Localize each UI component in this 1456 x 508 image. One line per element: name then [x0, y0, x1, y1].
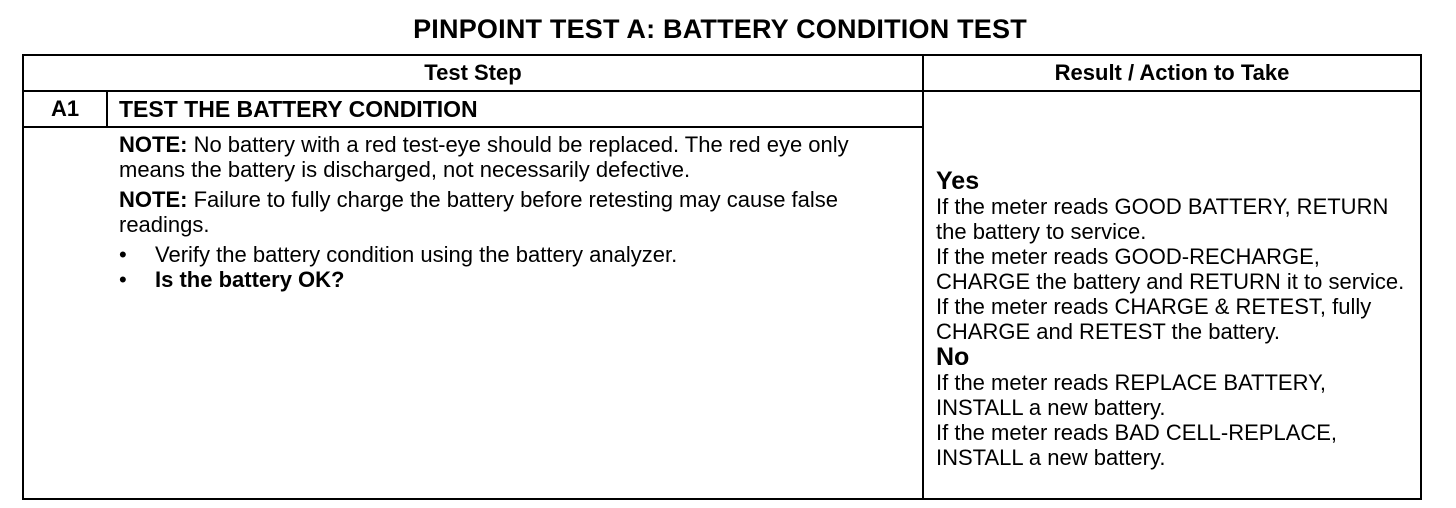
step-title: TEST THE BATTERY CONDITION — [119, 96, 478, 122]
no-label: No — [936, 343, 970, 371]
yes-label: Yes — [936, 167, 980, 195]
no-line: If the meter reads REPLACE BATTERY, INSTALL a new battery. — [936, 370, 1327, 420]
note-text: No battery with a red test-eye should be replaced. The red eye only means the battery is discharged, not necessarily defective. — [119, 132, 849, 182]
no-line: If the meter reads BAD CELL-REPLACE, INSTALL a new battery. — [936, 420, 1338, 470]
result-column — [936, 168, 1416, 470]
page-title: PINPOINT TEST A: BATTERY CONDITION TEST — [413, 14, 1027, 44]
test-table — [22, 54, 1422, 500]
note-text: Failure to fully charge the battery before retesting may cause false readings. — [119, 187, 839, 237]
step-id: A1 — [50, 96, 80, 121]
step-body — [119, 132, 919, 292]
note-2 — [119, 187, 919, 237]
column-divider — [922, 56, 924, 498]
yes-line: If the meter reads GOOD-RECHARGE, CHARGE the battery and RETURN it to service. — [936, 244, 1405, 294]
bullet-text: Verify the battery condition using the battery analyzer. — [155, 242, 678, 267]
yes-line: If the meter reads CHARGE & RETEST, fully CHARGE and RETEST the battery. — [936, 294, 1372, 344]
note-label: NOTE: — [119, 187, 188, 212]
header-result-action: Result / Action to Take — [1054, 60, 1290, 85]
bullet-item — [119, 267, 919, 292]
note-label: NOTE: — [119, 132, 188, 157]
bullet-icon: • — [119, 242, 127, 267]
note-1 — [119, 132, 919, 182]
bullet-icon: • — [119, 267, 127, 292]
step-title-divider — [24, 126, 922, 128]
step-id-divider — [106, 92, 108, 126]
yes-line: If the meter reads GOOD BATTERY, RETURN the battery to service. — [936, 194, 1389, 244]
bullet-item — [119, 242, 919, 267]
bullet-question: Is the battery OK? — [155, 267, 345, 292]
header-test-step: Test Step — [424, 60, 522, 85]
